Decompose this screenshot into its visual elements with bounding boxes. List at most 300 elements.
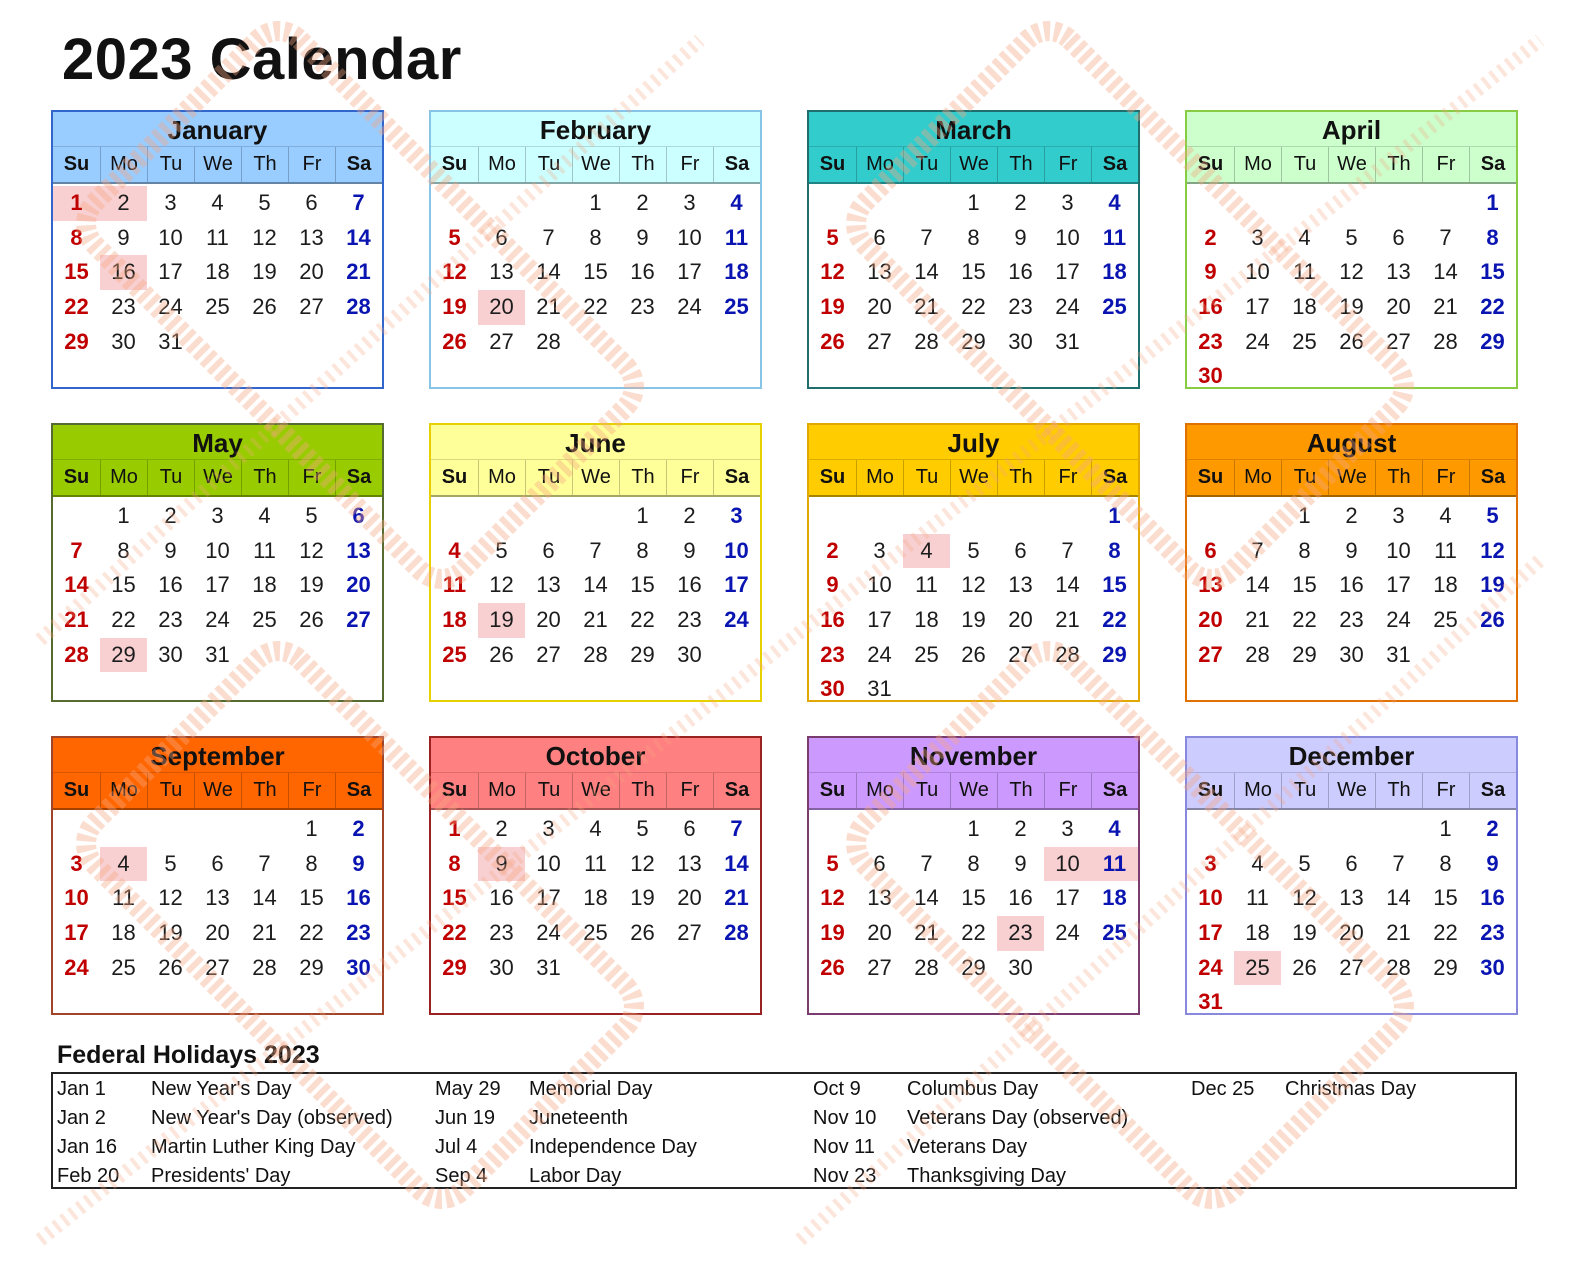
day-cell: 21 <box>252 920 277 946</box>
day-cell: 16 <box>1339 572 1364 598</box>
day-cell: 13 <box>205 885 230 911</box>
day-cell: 29 <box>1480 328 1505 354</box>
day-cell: 28 <box>724 920 749 946</box>
month-august <box>1185 423 1518 702</box>
holiday-column <box>53 1075 431 1191</box>
month-name: November <box>809 738 1138 772</box>
day-cell: 4 <box>1251 850 1264 876</box>
day-cell: 25 <box>1433 607 1458 633</box>
day-cell: 2 <box>1486 816 1499 841</box>
day-cell: 24 <box>724 607 749 633</box>
day-cell: 17 <box>1055 259 1080 285</box>
empty-cell <box>1281 186 1328 221</box>
weekday-label: Fr <box>288 147 335 182</box>
day-cell: 30 <box>1008 328 1033 354</box>
day-cell: 21 <box>1245 607 1270 633</box>
day-cell: 10 <box>1055 224 1080 250</box>
day-cell: 1 <box>967 816 980 841</box>
holiday-name: Columbus Day <box>907 1078 1039 1100</box>
weekday-label: Mo <box>478 460 525 495</box>
weekday-label: Tu <box>903 773 950 808</box>
day-cell: 7 <box>1251 537 1264 563</box>
day-cell: 13 <box>1008 572 1033 598</box>
weekday-header <box>1187 772 1516 810</box>
day-cell: 15 <box>583 259 608 285</box>
day-cell: 20 <box>1198 607 1223 633</box>
day-cell: 4 <box>589 816 602 841</box>
day-cell: 11 <box>1102 224 1127 250</box>
weekday-label: Su <box>1197 466 1224 488</box>
day-cell: 9 <box>164 537 177 563</box>
day-cell: 11 <box>206 224 229 250</box>
weekday-label: Su <box>63 153 90 175</box>
weekday-header <box>809 459 1138 497</box>
day-cell: 19 <box>961 607 986 633</box>
day-cell: 4 <box>258 503 271 528</box>
empty-cell <box>1234 499 1281 534</box>
holiday-row <box>53 1133 431 1162</box>
month-january <box>51 110 384 389</box>
day-cell: 30 <box>677 641 702 667</box>
day-cell: 16 <box>346 885 371 911</box>
day-grid <box>53 184 382 359</box>
month-name: July <box>809 425 1138 459</box>
day-cell: 25 <box>1292 328 1317 354</box>
day-cell: 29 <box>299 954 324 980</box>
day-cell: 19 <box>820 294 845 320</box>
holiday-name: Labor Day <box>529 1165 622 1187</box>
day-cell: 20 <box>536 607 561 633</box>
day-cell: 30 <box>820 676 845 702</box>
day-grid <box>431 497 760 672</box>
weekday-label: Th <box>997 773 1044 808</box>
holiday-date: Jan 1 <box>57 1078 106 1100</box>
day-cell: 22 <box>630 607 655 633</box>
day-cell: 31 <box>536 954 561 980</box>
day-cell: 28 <box>64 641 89 667</box>
day-cell: 5 <box>1298 850 1311 876</box>
empty-cell <box>1187 812 1234 847</box>
day-cell: 6 <box>1204 537 1217 563</box>
weekday-label: Fr <box>288 460 335 495</box>
day-cell: 10 <box>158 224 183 250</box>
day-cell: 31 <box>1386 641 1411 667</box>
day-cell: 10 <box>64 885 89 911</box>
weekday-label: Fr <box>1422 460 1469 495</box>
day-cell: 24 <box>536 920 561 946</box>
day-cell: 24 <box>158 294 183 320</box>
weekday-label: Fr <box>288 773 335 808</box>
day-cell: 9 <box>1486 850 1499 876</box>
weekday-label: Mo <box>1234 147 1281 182</box>
holiday-day-cell: 4 <box>100 847 147 882</box>
weekday-label: Sa <box>1469 460 1516 495</box>
weekday-label: Th <box>1375 147 1422 182</box>
day-cell: 5 <box>495 537 508 563</box>
day-cell: 28 <box>583 641 608 667</box>
holiday-date: Dec 25 <box>1191 1078 1255 1100</box>
day-cell: 6 <box>873 224 886 250</box>
day-cell: 19 <box>252 259 277 285</box>
day-grid <box>1187 810 1516 1020</box>
day-cell: 26 <box>442 328 467 354</box>
empty-cell <box>809 186 856 221</box>
weekday-label: Mo <box>1234 460 1281 495</box>
holiday-name: Thanksgiving Day <box>907 1165 1066 1187</box>
day-cell: 6 <box>211 850 224 876</box>
month-may <box>51 423 384 702</box>
day-cell: 28 <box>1245 641 1270 667</box>
day-cell: 21 <box>346 259 371 285</box>
day-cell: 6 <box>495 224 508 250</box>
holiday-day-cell: 10 <box>1044 847 1091 882</box>
weekday-label: Tu <box>525 147 572 182</box>
month-april <box>1185 110 1518 389</box>
day-cell: 4 <box>1298 224 1311 250</box>
day-cell: 12 <box>820 885 845 911</box>
day-cell: 28 <box>1433 328 1458 354</box>
day-cell: 27 <box>536 641 561 667</box>
day-cell: 28 <box>536 328 561 354</box>
day-cell: 31 <box>1198 989 1223 1015</box>
day-cell: 1 <box>967 190 980 215</box>
weekday-label: Sa <box>1091 773 1138 808</box>
empty-cell <box>431 186 478 221</box>
empty-cell <box>903 812 950 847</box>
day-cell: 11 <box>1246 885 1269 911</box>
day-cell: 24 <box>1198 954 1223 980</box>
day-cell: 6 <box>1345 850 1358 876</box>
weekday-label: Th <box>1375 773 1422 808</box>
day-cell: 6 <box>683 816 696 841</box>
weekday-label: We <box>572 147 619 182</box>
day-cell: 13 <box>346 537 371 563</box>
day-cell: 22 <box>299 920 324 946</box>
day-cell: 9 <box>826 572 839 598</box>
day-grid <box>431 810 760 985</box>
weekday-label: Tu <box>147 773 194 808</box>
day-cell: 25 <box>442 641 467 667</box>
day-cell: 30 <box>111 328 136 354</box>
day-cell: 21 <box>1386 920 1411 946</box>
day-cell: 14 <box>252 885 277 911</box>
day-cell: 22 <box>442 920 467 946</box>
holiday-day-cell: 29 <box>100 638 147 673</box>
day-cell: 2 <box>683 503 696 528</box>
day-cell: 23 <box>489 920 514 946</box>
holiday-name: Christmas Day <box>1285 1078 1417 1100</box>
holiday-day-cell: 2 <box>100 186 147 221</box>
day-cell: 3 <box>683 190 696 215</box>
day-cell: 15 <box>442 885 467 911</box>
holiday-row <box>431 1133 809 1162</box>
month-name: June <box>431 425 760 459</box>
weekday-label: We <box>194 460 241 495</box>
day-cell: 20 <box>346 572 371 598</box>
weekday-label: We <box>1328 773 1375 808</box>
day-cell: 2 <box>164 503 177 528</box>
day-cell: 17 <box>867 607 892 633</box>
day-cell: 27 <box>1386 328 1411 354</box>
day-grid <box>1187 497 1516 672</box>
weekday-header <box>1187 146 1516 184</box>
empty-cell <box>903 499 950 534</box>
day-cell: 19 <box>442 294 467 320</box>
day-cell: 30 <box>1198 363 1223 389</box>
day-cell: 6 <box>352 503 365 528</box>
day-cell: 5 <box>826 850 839 876</box>
day-cell: 13 <box>1198 572 1223 598</box>
month-july <box>807 423 1140 702</box>
day-cell: 23 <box>1480 920 1505 946</box>
day-cell: 18 <box>252 572 277 598</box>
day-cell: 6 <box>305 190 318 215</box>
day-cell: 16 <box>1480 885 1505 911</box>
holiday-row <box>431 1075 809 1104</box>
day-cell: 7 <box>352 190 365 215</box>
weekday-label: Mo <box>856 147 903 182</box>
holiday-row <box>53 1104 431 1133</box>
day-cell: 26 <box>489 641 514 667</box>
day-cell: 15 <box>1480 259 1505 285</box>
day-cell: 17 <box>1055 885 1080 911</box>
day-cell: 16 <box>1008 885 1033 911</box>
day-grid <box>809 810 1138 985</box>
day-cell: 13 <box>489 259 514 285</box>
weekday-label: Su <box>63 779 90 801</box>
day-cell: 26 <box>252 294 277 320</box>
empty-cell <box>478 186 525 221</box>
day-cell: 14 <box>536 259 561 285</box>
day-cell: 17 <box>1245 294 1270 320</box>
day-cell: 24 <box>1386 607 1411 633</box>
day-cell: 1 <box>1486 190 1499 215</box>
page-title: 2023 Calendar <box>62 27 462 92</box>
empty-cell <box>53 812 100 847</box>
day-cell: 17 <box>724 572 749 598</box>
day-cell: 17 <box>158 259 183 285</box>
day-grid <box>1187 184 1516 394</box>
weekday-label: Fr <box>1422 773 1469 808</box>
empty-cell <box>809 812 856 847</box>
day-cell: 19 <box>1339 294 1364 320</box>
day-cell: 21 <box>583 607 608 633</box>
day-cell: 6 <box>1392 224 1405 250</box>
day-cell: 3 <box>211 503 224 528</box>
weekday-label: Su <box>1197 153 1224 175</box>
holiday-date: Sep 4 <box>435 1165 488 1187</box>
holidays-table <box>51 1072 1517 1189</box>
day-cell: 5 <box>448 224 461 250</box>
empty-cell <box>1044 499 1091 534</box>
day-cell: 24 <box>1055 294 1080 320</box>
day-cell: 1 <box>117 503 130 528</box>
day-cell: 31 <box>158 328 183 354</box>
day-cell: 16 <box>489 885 514 911</box>
day-cell: 8 <box>1298 537 1311 563</box>
day-cell: 29 <box>64 328 89 354</box>
day-cell: 23 <box>1339 607 1364 633</box>
holiday-date: Oct 9 <box>813 1078 861 1100</box>
day-cell: 20 <box>1386 294 1411 320</box>
day-cell: 11 <box>724 224 749 250</box>
day-cell: 17 <box>677 259 702 285</box>
day-cell: 7 <box>920 850 933 876</box>
holiday-date: Feb 20 <box>57 1165 120 1187</box>
month-november <box>807 736 1140 1015</box>
day-cell: 14 <box>583 572 608 598</box>
month-june <box>429 423 762 702</box>
day-cell: 18 <box>724 259 749 285</box>
empty-cell <box>241 812 288 847</box>
day-cell: 29 <box>1292 641 1317 667</box>
day-cell: 29 <box>1433 954 1458 980</box>
weekday-header <box>431 146 760 184</box>
weekday-label: Sa <box>335 460 382 495</box>
day-cell: 3 <box>542 816 555 841</box>
day-cell: 1 <box>448 816 461 841</box>
day-cell: 8 <box>117 537 130 563</box>
day-cell: 27 <box>867 954 892 980</box>
weekday-label: We <box>572 773 619 808</box>
empty-cell <box>1375 186 1422 221</box>
day-cell: 27 <box>677 920 702 946</box>
weekday-header <box>809 772 1138 810</box>
day-cell: 17 <box>1198 920 1223 946</box>
day-cell: 30 <box>1339 641 1364 667</box>
day-cell: 16 <box>1008 259 1033 285</box>
day-cell: 19 <box>1292 920 1317 946</box>
weekday-header <box>1187 459 1516 497</box>
empty-cell <box>856 186 903 221</box>
holiday-day-cell: 1 <box>53 186 100 221</box>
day-cell: 16 <box>630 259 655 285</box>
day-cell: 22 <box>64 294 89 320</box>
day-cell: 22 <box>1102 607 1127 633</box>
day-cell: 21 <box>914 920 939 946</box>
empty-cell <box>100 812 147 847</box>
weekday-label: Fr <box>666 773 713 808</box>
day-cell: 20 <box>1339 920 1364 946</box>
holiday-date: Jan 2 <box>57 1107 106 1129</box>
day-cell: 12 <box>961 572 986 598</box>
day-cell: 8 <box>967 224 980 250</box>
day-cell: 11 <box>584 850 607 876</box>
day-cell: 21 <box>1055 607 1080 633</box>
holiday-day-cell: 19 <box>478 603 525 638</box>
empty-cell <box>997 499 1044 534</box>
day-cell: 29 <box>961 328 986 354</box>
empty-cell <box>1187 499 1234 534</box>
weekday-label: Fr <box>1044 147 1091 182</box>
month-february <box>429 110 762 389</box>
holiday-row <box>53 1075 431 1104</box>
holiday-name: Memorial Day <box>529 1078 653 1100</box>
empty-cell <box>1234 186 1281 221</box>
day-cell: 24 <box>677 294 702 320</box>
day-cell: 9 <box>1204 259 1217 285</box>
day-cell: 8 <box>305 850 318 876</box>
day-cell: 27 <box>346 607 371 633</box>
empty-cell <box>1328 186 1375 221</box>
day-cell: 11 <box>112 885 135 911</box>
day-cell: 14 <box>64 572 89 598</box>
day-cell: 4 <box>1108 816 1121 841</box>
day-cell: 12 <box>1339 259 1364 285</box>
day-cell: 10 <box>1245 259 1270 285</box>
empty-cell <box>525 499 572 534</box>
day-cell: 22 <box>1292 607 1317 633</box>
day-cell: 26 <box>299 607 324 633</box>
weekday-label: Tu <box>903 460 950 495</box>
day-cell: 27 <box>867 328 892 354</box>
day-cell: 16 <box>820 607 845 633</box>
day-cell: 10 <box>867 572 892 598</box>
holiday-day-cell: 23 <box>997 916 1044 951</box>
day-cell: 2 <box>826 537 839 563</box>
day-cell: 14 <box>1245 572 1270 598</box>
day-cell: 10 <box>1198 885 1223 911</box>
day-grid <box>809 184 1138 359</box>
day-cell: 9 <box>117 224 130 250</box>
holiday-name: New Year's Day <box>151 1078 292 1100</box>
day-cell: 9 <box>1345 537 1358 563</box>
weekday-label: Fr <box>666 460 713 495</box>
day-cell: 27 <box>1198 641 1223 667</box>
day-cell: 7 <box>1061 537 1074 563</box>
day-cell: 12 <box>1292 885 1317 911</box>
day-cell: 21 <box>1433 294 1458 320</box>
day-cell: 11 <box>1434 537 1457 563</box>
day-cell: 10 <box>677 224 702 250</box>
day-cell: 3 <box>1392 503 1405 528</box>
holiday-name: Independence Day <box>529 1136 697 1158</box>
holiday-day-cell: 9 <box>478 847 525 882</box>
day-cell: 12 <box>630 850 655 876</box>
day-cell: 2 <box>636 190 649 215</box>
day-cell: 29 <box>442 954 467 980</box>
day-cell: 21 <box>64 607 89 633</box>
day-cell: 3 <box>873 537 886 563</box>
month-name: September <box>53 738 382 772</box>
holiday-row <box>53 1162 431 1191</box>
day-cell: 30 <box>346 954 371 980</box>
weekday-header <box>53 459 382 497</box>
day-cell: 23 <box>1198 328 1223 354</box>
day-cell: 27 <box>1008 641 1033 667</box>
day-cell: 22 <box>1480 294 1505 320</box>
empty-cell <box>53 499 100 534</box>
weekday-label: Th <box>241 773 288 808</box>
day-cell: 3 <box>1251 224 1264 250</box>
months-grid <box>51 110 1518 1015</box>
empty-cell <box>903 186 950 221</box>
day-cell: 25 <box>724 294 749 320</box>
day-cell: 2 <box>352 816 365 841</box>
day-cell: 8 <box>1439 850 1452 876</box>
holiday-date: May 29 <box>435 1078 501 1100</box>
day-cell: 22 <box>1433 920 1458 946</box>
day-cell: 22 <box>961 920 986 946</box>
weekday-label: We <box>950 460 997 495</box>
day-cell: 27 <box>299 294 324 320</box>
day-cell: 9 <box>683 537 696 563</box>
day-cell: 19 <box>630 885 655 911</box>
day-cell: 22 <box>111 607 136 633</box>
day-cell: 29 <box>1102 641 1127 667</box>
day-cell: 26 <box>1339 328 1364 354</box>
month-september <box>51 736 384 1015</box>
